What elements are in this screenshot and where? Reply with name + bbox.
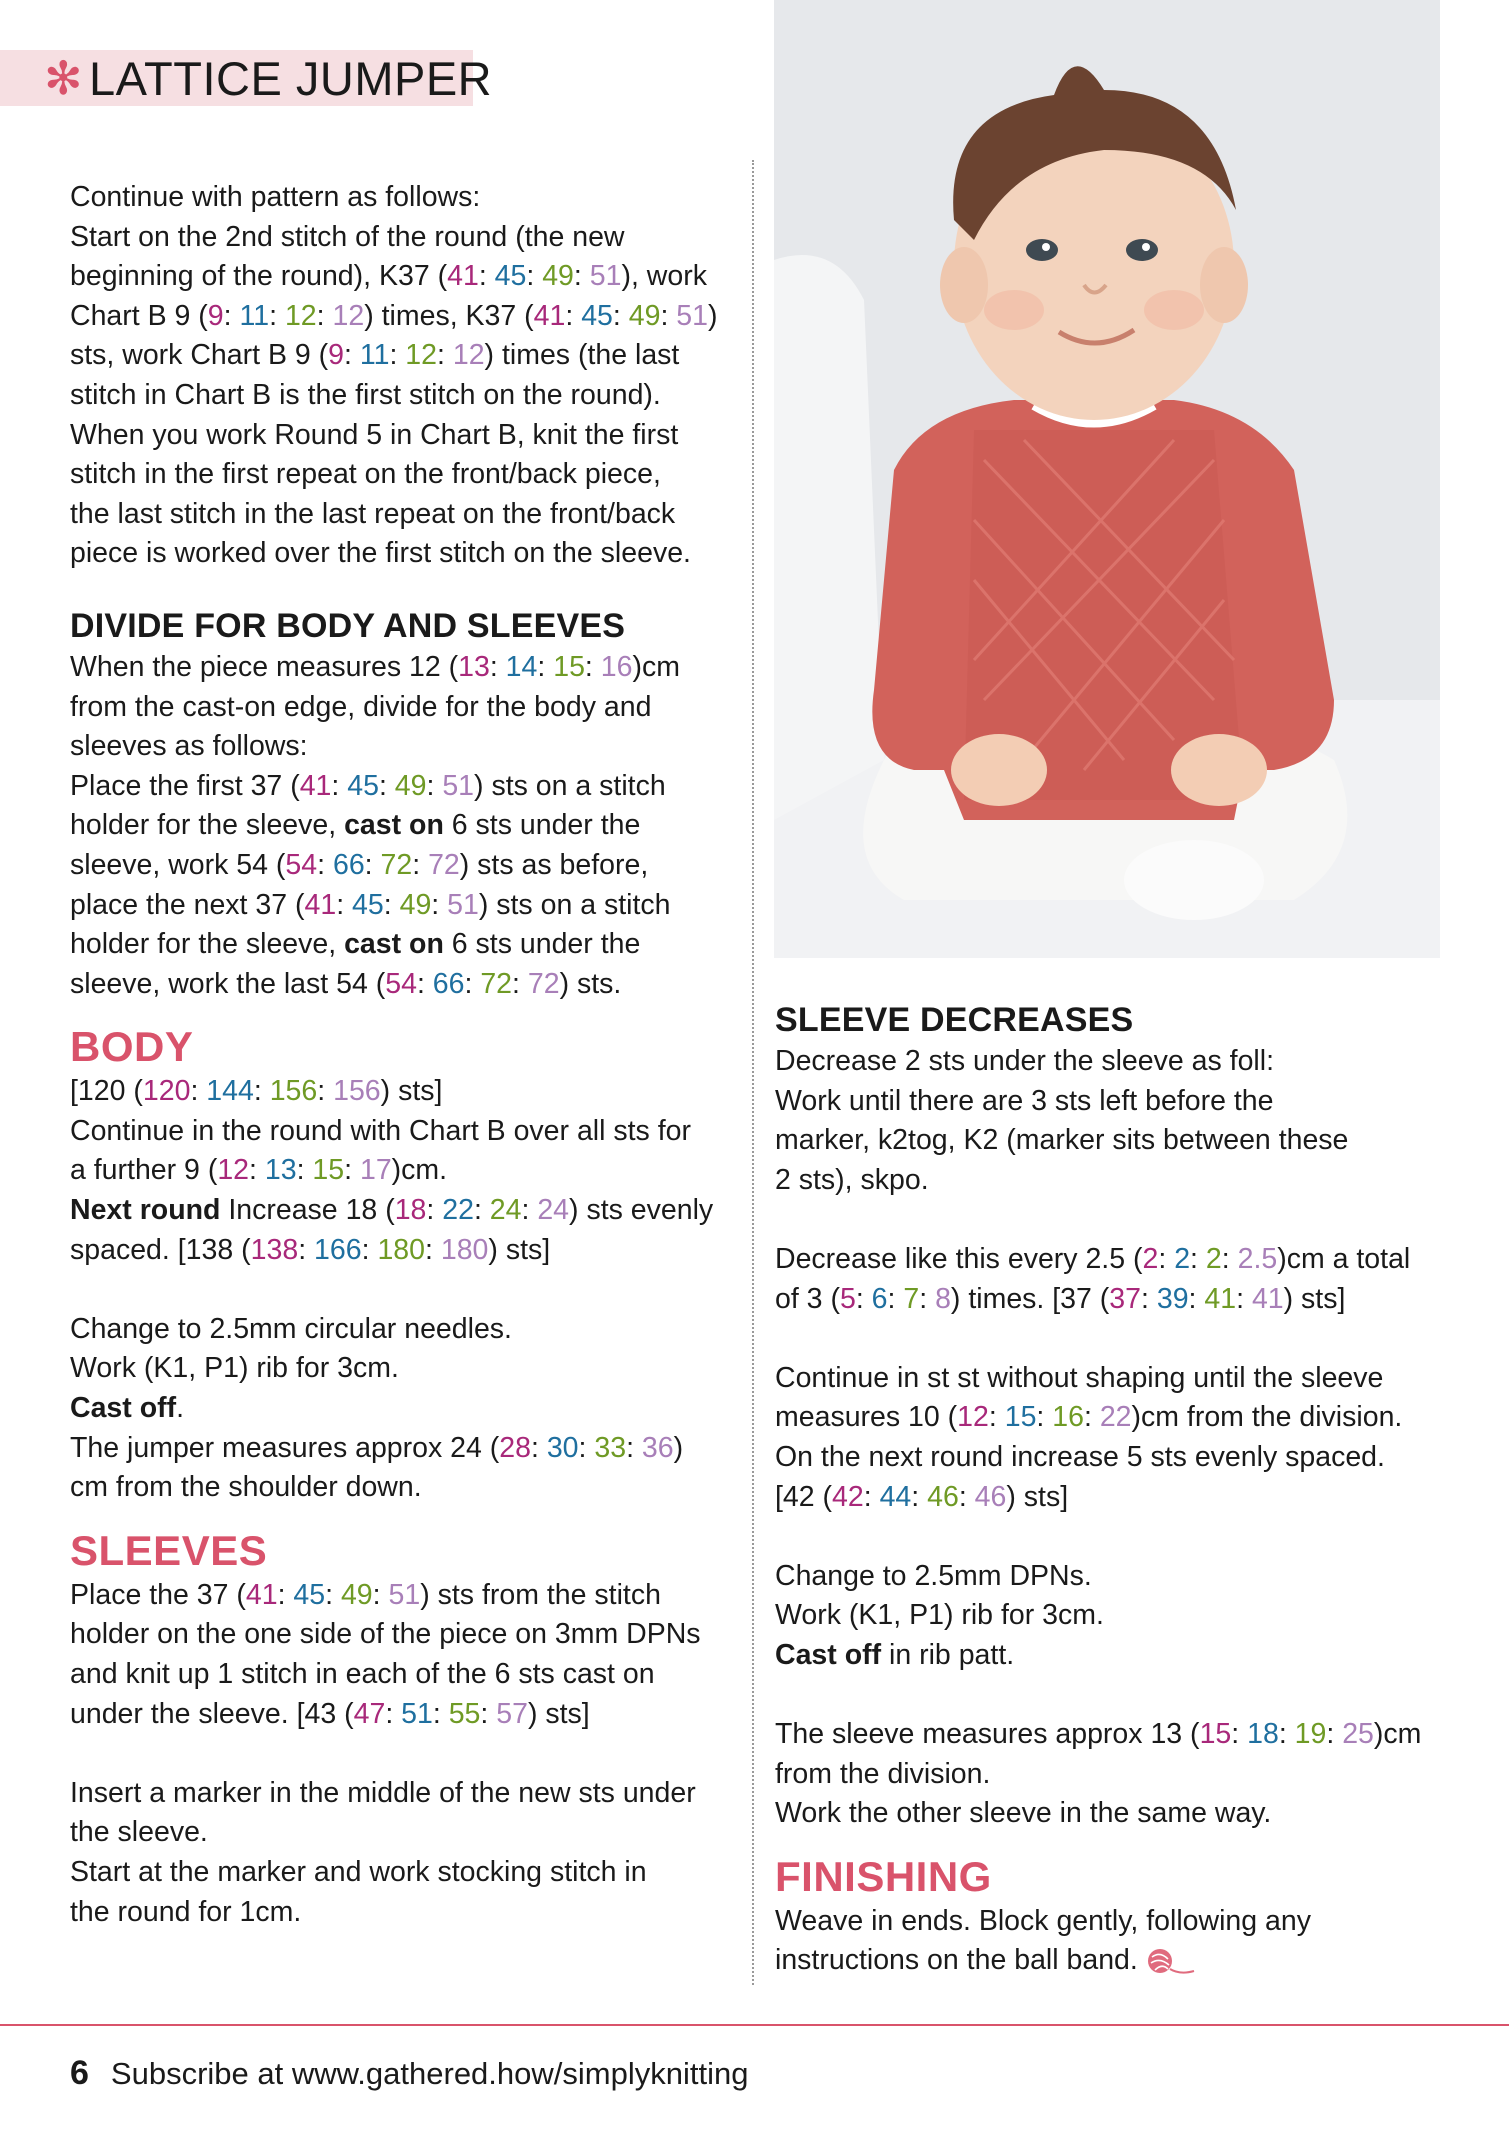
decreases-line: Cast off in rib patt. [775,1638,1015,1671]
size-value: 15 [312,1154,345,1187]
size-values-inc18: 18: 22: 24: 24 [394,1194,570,1227]
divide-line: When the piece measures 12 (13: 14: 15: 16)cm [70,650,680,683]
size-value: 49 [628,299,661,332]
body-line: spaced. [138 (138: 166: 180: 180) sts] [70,1233,551,1266]
size-value: 51 [442,769,475,802]
size-value: 2 [1142,1242,1159,1275]
column-divider [752,160,754,1985]
size-value: 156 [333,1075,381,1108]
intro-line: When you work Round 5 in Chart B, knit the first [70,418,679,451]
size-values-st43: 47: 51: 55: 57 [353,1697,528,1730]
size-value: 51 [401,1697,433,1730]
body-line: Cast off. [70,1392,185,1425]
size-value: 72 [380,848,413,881]
size-values-every25: 2: 2: 2: 2.5 [1142,1242,1278,1275]
asterisk-flower-icon: ✻ [44,52,84,104]
baby-photo [774,0,1440,958]
size-value: 6 [871,1282,888,1315]
size-values-place37: 41: 45: 49: 51 [299,769,475,802]
intro-line: Continue with pattern as follows: [70,181,481,213]
body-line: cm from the shoulder down. [70,1471,422,1504]
page-title-text: LATTICE JUMPER [89,51,493,105]
size-values-work54: 54: 66: 72: 72 [385,967,560,1000]
body-line: [120 (120: 144: 156: 156) sts] [70,1075,443,1108]
page-number: 6 [70,2054,89,2092]
decreases-line: Change to 2.5mm DPNs. [775,1559,1092,1592]
footer [70,2054,748,2093]
size-values-sleeve37: 41: 45: 49: 51 [245,1578,421,1611]
size-value: 22 [442,1194,474,1227]
size-value: 13 [264,1154,297,1187]
size-value: 42 [832,1480,864,1513]
size-value: 49 [340,1578,373,1611]
size-value: 12 [284,299,317,332]
size-value: 180 [440,1233,489,1266]
size-value: 24 [537,1194,570,1227]
size-values-measures10: 12: 15: 16: 22 [957,1401,1132,1434]
size-values-st37: 37: 39: 41: 41 [1109,1282,1284,1315]
size-value: 41 [1251,1282,1284,1315]
body-line: The jumper measures approx 24 (28: 30: 33: 36) [70,1431,684,1464]
size-value: 30 [546,1431,579,1464]
size-value: 120 [142,1075,191,1108]
size-value: 51 [676,299,708,332]
size-value: 8 [935,1282,951,1315]
divide-line: sleeves as follows: [70,730,308,763]
size-value: 2 [1205,1242,1222,1275]
size-value: 16 [600,650,633,683]
sleeves-line: the sleeve. [70,1816,208,1849]
size-value: 144 [206,1075,254,1108]
size-value: 46 [927,1480,959,1513]
size-value: 37 [1109,1282,1141,1315]
size-value: 66 [332,848,365,881]
size-value: 33 [594,1431,627,1464]
size-value: 51 [447,888,479,921]
size-value: 49 [399,888,432,921]
size-value: 44 [879,1480,912,1513]
size-value: 156 [269,1075,318,1108]
decreases-heading: SLEEVE DECREASES [775,1001,1134,1039]
size-value: 180 [377,1233,425,1266]
subscribe-text: Subscribe at www.gathered.how/simplyknitting [110,2056,749,2091]
size-value: 12 [452,339,485,372]
size-value: 7 [903,1282,920,1315]
size-values-times3: 5: 6: 7: 8 [839,1282,951,1315]
size-values-chartb: 9: 11: 12: 12 [328,339,485,372]
body-line: Change to 2.5mm circular needles. [70,1312,512,1345]
size-values-k37: 41: 45: 49: 51 [533,299,708,332]
size-value: 39 [1156,1282,1189,1315]
sleeves-line: Place the 37 (41: 45: 49: 51) sts from the stitch [70,1578,661,1611]
decreases-line: Continue in st st without shaping until the sleeve [775,1361,1384,1394]
size-value: 45 [581,299,613,332]
body-line: Continue in the round with Chart B over all sts for [70,1114,691,1147]
size-values-approx24: 28: 30: 33: 36 [499,1431,674,1464]
size-value: 14 [505,650,538,683]
left-column [70,178,740,1932]
finishing-line: instructions on the ball band. [775,1941,1445,1981]
size-value: 138 [250,1233,299,1266]
sleeves-line: and knit up 1 stitch in each of the 6 sts cast on [70,1658,655,1690]
size-values-measure12: 13: 14: 15: 16 [458,650,633,683]
size-value: 55 [448,1697,481,1730]
decreases-line: Work until there are 3 sts left before the [775,1084,1274,1117]
size-value: 9 [207,299,224,332]
decreases-line: measures 10 (12: 15: 16: 22)cm from the division. [775,1401,1403,1434]
size-value: 72 [480,967,513,1000]
intro-line: sts, work Chart B 9 (9: 11: 12: 12) times (the last [70,339,680,372]
size-value: 41 [447,260,479,293]
footer-rule [0,2024,1509,2026]
size-value: 41 [533,299,566,332]
size-value: 12 [957,1401,989,1434]
body-heading: BODY [70,1023,194,1071]
size-value: 15 [1199,1718,1232,1751]
intro-line: stitch in Chart B is the first stitch on the round). [70,378,661,411]
body-line: Next round Increase 18 (18: 22: 24: 24) sts evenly [70,1194,714,1227]
size-value: 72 [428,848,460,881]
sleeves-line: holder on the one side of the piece on 3mm DPNs [70,1618,701,1651]
size-value: 5 [839,1282,856,1315]
intro-line: piece is worked over the first stitch on the sleeve. [70,537,691,570]
decreases-line: [42 (42: 44: 46: 46) sts] [775,1480,1069,1513]
size-value: 41 [1204,1282,1237,1315]
size-value: 16 [1052,1401,1084,1434]
size-value: 72 [527,967,560,1000]
size-value: 51 [388,1578,421,1611]
size-value: 45 [293,1578,326,1611]
size-value: 41 [304,888,337,921]
size-value: 41 [245,1578,278,1611]
size-value: 12 [332,299,365,332]
divide-line: holder for the sleeve, cast on 6 sts under the [70,928,641,961]
baby-illustration [774,0,1440,958]
intro-line: stitch in the first repeat on the front/back piece, [70,458,661,491]
size-values-st42: 42: 44: 46: 46 [832,1480,1007,1513]
size-value: 54 [285,848,318,881]
size-value: 18 [1247,1718,1279,1751]
intro-line: the last stitch in the last repeat on the front/back [70,497,676,530]
decreases-line: On the next round increase 5 sts evenly spaced. [775,1440,1385,1473]
size-value: 51 [589,260,622,293]
decreases-line: Decrease like this every 2.5 (2: 2: 2: 2.5)cm a total [775,1242,1411,1275]
decreases-line: The sleeve measures approx 13 (15: 18: 19: 25)cm [775,1718,1422,1751]
intro-line: Chart B 9 (9: 11: 12: 12) times, K37 (41: 45: 49: 51) [70,299,718,332]
decreases-line: 2 sts), skpo. [775,1163,929,1196]
size-value: 49 [394,769,427,802]
decreases-line: Work (K1, P1) rib for 3cm. [775,1599,1104,1632]
size-value: 2 [1174,1242,1191,1275]
size-values-k37: 41: 45: 49: 51 [447,260,622,293]
size-values-place37: 41: 45: 49: 51 [304,888,479,921]
size-value: 66 [432,967,465,1000]
decreases-line: marker, k2tog, K2 (marker sits between these [775,1124,1349,1157]
size-value: 47 [353,1697,386,1730]
size-values-chartb: 9: 11: 12: 12 [207,299,365,332]
size-values-work54: 54: 66: 72: 72 [285,848,460,881]
size-value: 166 [314,1233,362,1266]
size-value: 25 [1342,1718,1374,1751]
sleeves-line: under the sleeve. [43 (47: 51: 55: 57) sts] [70,1697,590,1730]
decreases-line: Decrease 2 sts under the sleeve as foll: [775,1045,1275,1077]
decreases-line: of 3 (5: 6: 7: 8) times. [37 (37: 39: 41: 41) sts] [775,1282,1346,1315]
size-value: 24 [489,1194,522,1227]
size-value: 18 [394,1194,427,1227]
size-value: 28 [499,1431,531,1464]
size-value: 11 [239,299,270,332]
size-value: 17 [359,1154,392,1187]
size-value: 45 [347,769,379,802]
size-values-st138: 138: 166: 180: 180 [250,1233,489,1266]
size-values-st120: 120: 144: 156: 156 [142,1075,381,1108]
sleeves-heading: SLEEVES [70,1526,268,1574]
size-value: 9 [328,339,345,372]
size-value: 46 [974,1480,1007,1513]
size-value: 22 [1099,1401,1132,1434]
size-value: 15 [1004,1401,1037,1434]
size-value: 45 [352,888,384,921]
size-value: 45 [494,260,527,293]
size-value: 49 [542,260,574,293]
size-value: 41 [299,769,332,802]
intro-line: Start on the 2nd stitch of the round (the new [70,220,625,253]
decreases-line: Work the other sleeve in the same way. [775,1797,1272,1830]
size-value: 11 [359,339,390,372]
yarn-ball-icon [1146,1947,1196,1977]
size-value: 15 [553,650,585,683]
size-value: 12 [217,1154,250,1187]
size-values-approx13: 15: 18: 19: 25 [1199,1718,1374,1751]
divide-line: from the cast-on edge, divide for the body and [70,690,652,723]
divide-line: sleeve, work the last 54 (54: 66: 72: 72) sts. [70,967,622,1000]
sleeves-line: Insert a marker in the middle of the new sts under [70,1776,696,1809]
size-value: 13 [458,650,490,683]
divide-line: place the next 37 (41: 45: 49: 51) sts on a stitch [70,888,671,921]
divide-line: Place the first 37 (41: 45: 49: 51) sts on a stitch [70,769,666,802]
finishing-heading: FINISHING [775,1852,992,1900]
page-title [44,50,492,106]
decreases-line: from the division. [775,1757,991,1790]
size-value: 19 [1294,1718,1327,1751]
sleeves-line: the round for 1cm. [70,1895,302,1928]
divide-line: sleeve, work 54 (54: 66: 72: 72) sts as before, [70,848,649,881]
size-values-further9: 12: 13: 15: 17 [217,1154,392,1187]
divide-line: holder for the sleeve, cast on 6 sts under the [70,809,641,842]
size-value: 36 [641,1431,674,1464]
size-value: 12 [405,339,437,372]
size-value: 57 [496,1697,528,1730]
right-column [775,998,1445,1981]
sleeves-line: Start at the marker and work stocking stitch in [70,1855,647,1888]
body-line: a further 9 (12: 13: 15: 17)cm. [70,1154,448,1187]
finishing-line: Weave in ends. Block gently, following any [775,1904,1311,1937]
divide-heading: DIVIDE FOR BODY AND SLEEVES [70,606,626,645]
body-line: Work (K1, P1) rib for 3cm. [70,1352,399,1385]
size-value: 2.5 [1237,1242,1278,1275]
intro-line: beginning of the round), K37 (41: 45: 49: 51), work [70,260,707,293]
size-value: 54 [385,967,417,1000]
